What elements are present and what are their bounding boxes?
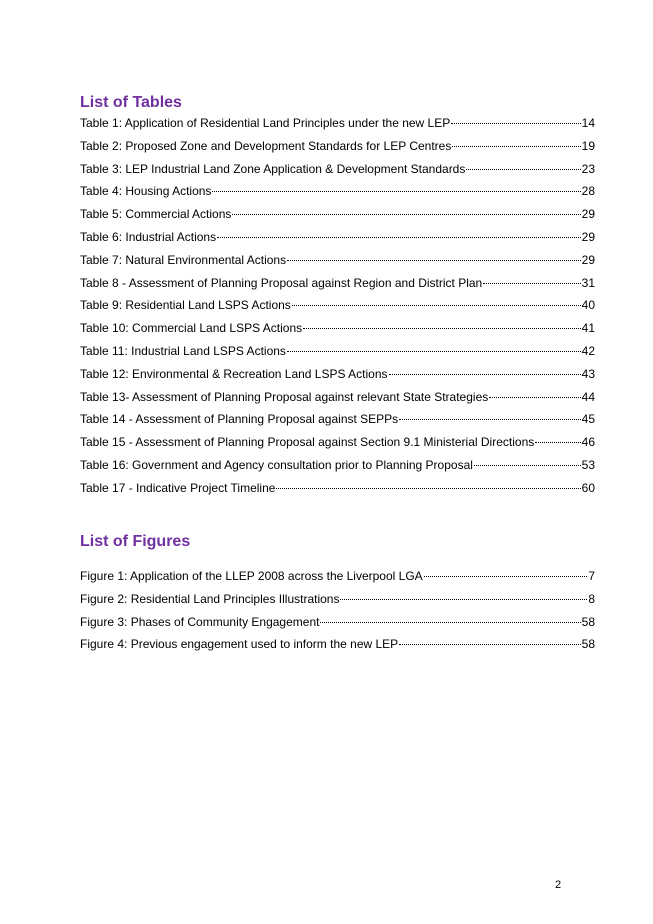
dot-leader xyxy=(452,146,580,147)
toc-entry-page: 29 xyxy=(581,229,595,244)
table-entry-12[interactable] xyxy=(80,366,595,389)
toc-entry-page: 58 xyxy=(581,614,595,629)
dot-leader xyxy=(212,191,580,192)
toc-entry-page: 14 xyxy=(581,116,595,130)
table-entry-7[interactable] xyxy=(80,252,595,275)
list-of-figures xyxy=(80,568,595,659)
dot-leader xyxy=(474,465,581,466)
toc-entry-title: Table 1: Application of Residential Land Principles under the new LEP xyxy=(80,116,451,130)
dot-leader xyxy=(424,576,588,577)
toc-entry-title: Table 13- Assessment of Planning Proposal against relevant State Strategies xyxy=(80,389,489,404)
toc-entry-title: Table 12: Environmental & Recreation Land LSPS Actions xyxy=(80,366,388,381)
dot-leader xyxy=(320,622,580,623)
toc-entry-title: Figure 2: Residential Land Principles Illustrations xyxy=(80,591,340,606)
table-entry-13[interactable] xyxy=(80,389,595,412)
toc-entry-title: Table 11: Industrial Land LSPS Actions xyxy=(80,343,286,358)
dot-leader xyxy=(399,644,580,645)
toc-entry-page: 29 xyxy=(581,252,595,267)
table-entry-4[interactable] xyxy=(80,183,595,206)
figure-entry-4[interactable] xyxy=(80,636,595,659)
toc-entry-page: 29 xyxy=(581,207,595,222)
list-of-tables-heading: List of Tables xyxy=(80,94,182,111)
dot-leader xyxy=(466,169,580,170)
figure-entry-2[interactable] xyxy=(80,591,595,614)
toc-entry-page: 45 xyxy=(581,412,595,427)
dot-leader xyxy=(535,442,580,443)
toc-entry-page: 58 xyxy=(581,637,595,652)
dot-leader xyxy=(276,488,580,489)
figure-entry-1[interactable] xyxy=(80,568,595,591)
toc-entry-page: 41 xyxy=(581,321,595,336)
toc-entry-title: Table 16: Government and Agency consultation prior to Planning Proposal xyxy=(80,457,473,472)
toc-entry-page: 7 xyxy=(588,569,595,583)
toc-entry-page: 19 xyxy=(581,138,595,153)
table-entry-8[interactable] xyxy=(80,275,595,298)
toc-entry-page: 43 xyxy=(581,366,595,381)
table-entry-9[interactable] xyxy=(80,297,595,320)
toc-entry-page: 42 xyxy=(581,343,595,358)
toc-entry-title: Table 17 - Indicative Project Timeline xyxy=(80,480,276,495)
toc-entry-title: Figure 1: Application of the LLEP 2008 across the Liverpool LGA xyxy=(80,569,423,583)
toc-entry-title: Table 6: Industrial Actions xyxy=(80,229,217,244)
toc-entry-title: Table 9: Residential Land LSPS Actions xyxy=(80,298,291,313)
table-entry-16[interactable] xyxy=(80,457,595,480)
dot-leader xyxy=(287,260,581,261)
table-entry-6[interactable] xyxy=(80,229,595,252)
toc-entry-title: Table 2: Proposed Zone and Development Standards for LEP Centres xyxy=(80,138,452,153)
page-number: 2 xyxy=(555,879,562,891)
toc-entry-title: Table 15 - Assessment of Planning Proposal against Section 9.1 Ministerial Directions xyxy=(80,435,535,450)
toc-entry-title: Table 4: Housing Actions xyxy=(80,184,212,199)
dot-leader xyxy=(217,237,581,238)
toc-entry-title: Table 8 - Assessment of Planning Proposal against Region and District Plan xyxy=(80,275,483,290)
toc-entry-page: 60 xyxy=(581,480,595,495)
toc-entry-page: 31 xyxy=(581,275,595,290)
toc-entry-page: 28 xyxy=(581,184,595,199)
table-entry-3[interactable] xyxy=(80,161,595,184)
toc-entry-page: 53 xyxy=(581,457,595,472)
toc-entry-title: Table 3: LEP Industrial Land Zone Application & Development Standards xyxy=(80,161,466,176)
toc-entry-title: Table 5: Commercial Actions xyxy=(80,207,232,222)
toc-entry-title: Table 7: Natural Environmental Actions xyxy=(80,252,287,267)
toc-entry-title: Table 14 - Assessment of Planning Proposal against SEPPs xyxy=(80,412,399,427)
dot-leader xyxy=(451,123,580,124)
dot-leader xyxy=(292,305,581,306)
list-of-tables xyxy=(80,115,595,503)
toc-entry-page: 44 xyxy=(581,389,595,404)
table-entry-5[interactable] xyxy=(80,206,595,229)
list-of-figures-heading: List of Figures xyxy=(80,533,191,550)
dot-leader xyxy=(303,328,581,329)
toc-entry-page: 46 xyxy=(581,435,595,450)
toc-entry-page: 23 xyxy=(581,161,595,176)
toc-entry-title: Table 10: Commercial Land LSPS Actions xyxy=(80,321,303,336)
dot-leader xyxy=(399,419,580,420)
table-entry-15[interactable] xyxy=(80,434,595,457)
table-entry-11[interactable] xyxy=(80,343,595,366)
toc-entry-title: Figure 3: Phases of Community Engagement xyxy=(80,614,320,629)
dot-leader xyxy=(389,374,581,375)
table-entry-14[interactable] xyxy=(80,411,595,434)
table-entry-1[interactable] xyxy=(80,115,595,138)
dot-leader xyxy=(340,599,587,600)
toc-entry-title: Figure 4: Previous engagement used to inform the new LEP xyxy=(80,637,399,652)
toc-entry-page: 40 xyxy=(581,298,595,313)
dot-leader xyxy=(483,283,580,284)
dot-leader xyxy=(287,351,581,352)
table-entry-17[interactable] xyxy=(80,480,595,503)
figure-entry-3[interactable] xyxy=(80,614,595,637)
dot-leader xyxy=(232,214,580,215)
table-entry-2[interactable] xyxy=(80,138,595,161)
table-entry-10[interactable] xyxy=(80,320,595,343)
toc-entry-page: 8 xyxy=(588,591,595,606)
dot-leader xyxy=(489,397,580,398)
